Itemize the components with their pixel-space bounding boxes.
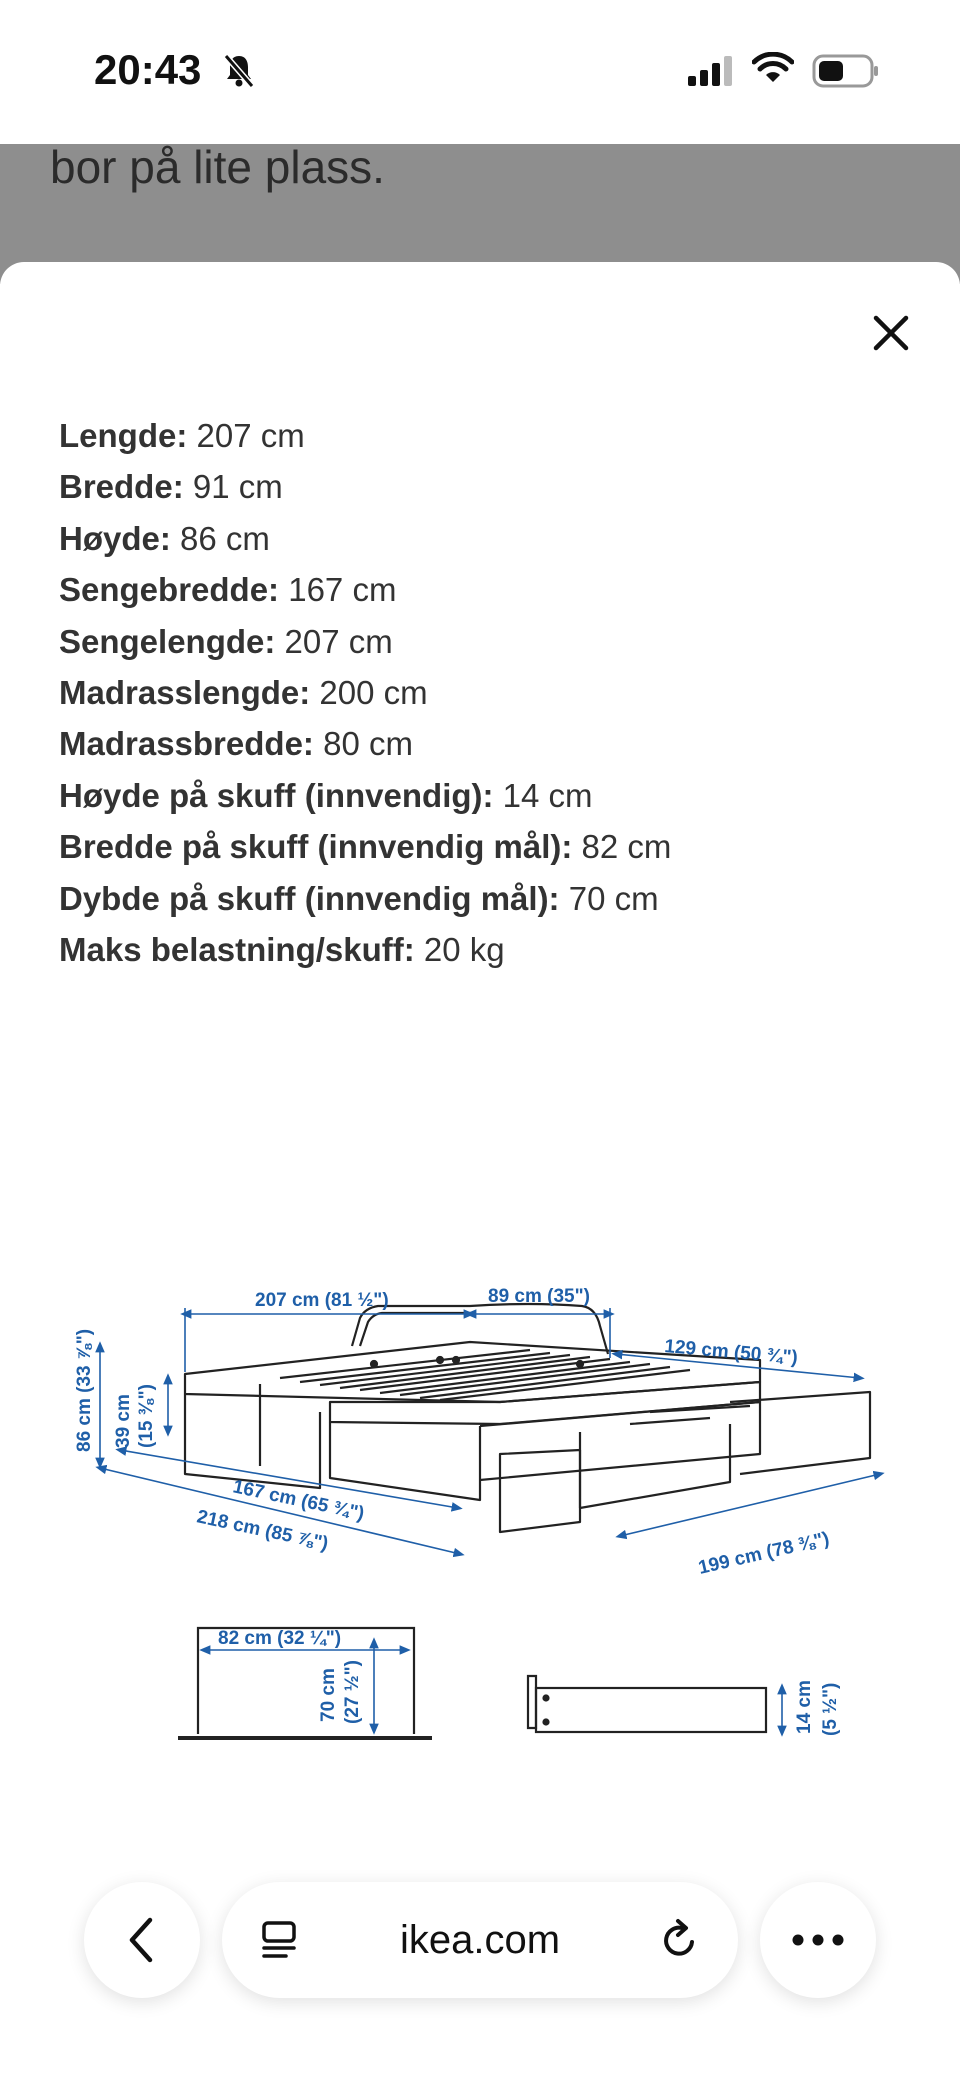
spec-value: 82 cm [572,828,672,866]
drawer-side-view [528,1676,766,1732]
spec-row [59,564,919,615]
wifi-icon [752,52,794,86]
dim-drawer-extension-label: 129 cm (50 ¾") [663,1336,799,1369]
spec-row [59,616,919,667]
spec-row [59,410,919,461]
drawer-height-cm-label: 14 cm [794,1680,815,1734]
spec-value: 20 kg [414,930,505,968]
chevron-left-icon [122,1916,162,1964]
spec-label: Sengebredde: [59,571,280,609]
drawer-depth-in-label: (27 ½") [342,1660,363,1724]
dimensions-sheet [0,262,960,2081]
spec-label: Høyde: [59,519,171,557]
spec-row [59,667,919,718]
spec-value: 14 cm [493,776,593,814]
drawer-depth-cm-label: 70 cm [318,1668,339,1722]
product-dimension-diagram [60,1102,910,1822]
spec-row [59,770,919,821]
spec-value: 86 cm [170,519,270,557]
spec-row [59,461,919,512]
dim-height-label: 86 cm (33 ⅞") [74,1328,95,1452]
spec-row [59,513,919,564]
spec-value: 80 cm [313,725,413,763]
status-time: 20:43 [94,46,202,93]
spec-value: 200 cm [310,673,428,711]
spec-value: 70 cm [559,879,659,917]
spec-value: 167 cm [279,571,397,609]
spec-value: 207 cm [187,417,305,454]
close-icon[interactable] [862,304,920,362]
dim-bed-width-label: 167 cm (65 ¾") [230,1476,367,1525]
background-page-text: bor på lite plass. [50,144,385,193]
spec-value: 91 cm [183,468,283,506]
spec-label: Lengde: [59,417,188,454]
battery-icon [812,54,880,88]
spec-label: Madrasslengde: [59,673,311,711]
spec-label: Madrassbredde: [59,725,314,763]
cellular-signal-icon [688,56,732,86]
browser-toolbar [0,1872,960,2012]
spec-row [59,873,919,924]
dim-bed-height-cm-label: 39 cm [113,1394,134,1448]
spec-list [59,410,919,975]
dim-bed-height-in-label: (15 ⅜") [136,1384,157,1448]
back-button[interactable] [84,1882,200,1998]
reload-icon[interactable] [658,1918,702,1962]
url-text: ikea.com [399,1918,561,1962]
spec-label: Dybde på skuff (innvendig mål): [59,879,560,917]
address-bar[interactable] [222,1882,738,1998]
dim-top-length-label: 207 cm (81 ½") [255,1290,389,1311]
spec-row [59,924,919,975]
dim-extended-length-label: 199 cm (78 ⅜") [696,1528,832,1579]
spec-label: Bredde på skuff (innvendig mål): [59,828,573,866]
dimension-labels [74,1286,831,1579]
spec-row [59,821,919,872]
drawer-height-in-label: (5 ½") [820,1682,841,1736]
spec-value: 207 cm [275,622,393,660]
dim-top-depth-label: 89 cm (35") [488,1286,590,1307]
spec-label: Høyde på skuff (innvendig): [59,776,494,814]
more-options-button[interactable] [760,1882,876,1998]
spec-row [59,718,919,769]
spec-label: Bredde: [59,468,184,506]
dim-total-width-label: 218 cm (85 ⅞") [194,1506,331,1555]
status-bar [0,0,960,144]
spec-label: Maks belastning/skuff: [59,930,415,968]
drawer-width-label: 82 cm (32 ¼") [218,1628,342,1649]
ellipsis-icon [790,1932,846,1948]
bell-muted-icon [222,52,256,88]
spec-label: Sengelengde: [59,622,276,660]
